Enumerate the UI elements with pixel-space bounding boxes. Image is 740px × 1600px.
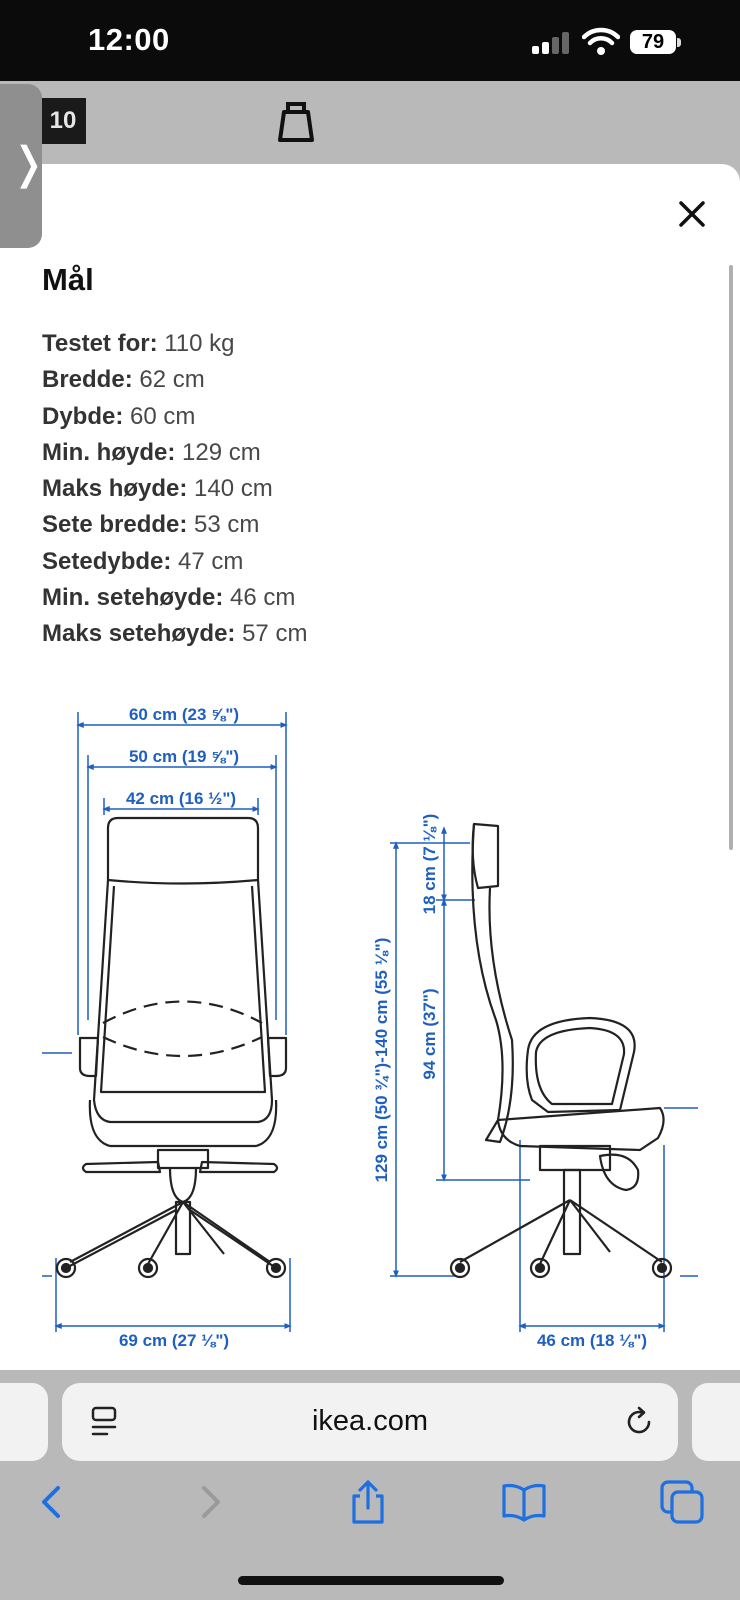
front-mid-width-label: 50 cm (19 ⅝") [128,747,240,766]
spec-label: Maks setehøyde: [42,620,236,648]
spec-value: 47 cm [178,547,244,575]
spec-row [42,403,307,439]
battery-level: 79 [630,30,676,54]
spec-value: 140 cm [194,475,273,503]
spec-value: 110 kg [164,330,235,357]
close-icon[interactable] [672,194,712,234]
front-top-width-label: 60 cm (23 ⅝") [128,705,240,724]
side-total-height-label: 129 cm (50 ¾")-140 cm (55 ⅛") [372,937,391,1183]
spec-value: 60 cm [130,402,196,430]
spec-label: Maks høyde: [42,475,188,503]
spec-label: Dybde: [42,402,124,430]
spec-value: 53 cm [194,511,260,539]
spec-value: 46 cm [230,584,296,612]
back-arrow-icon[interactable] [28,1478,76,1526]
side-back-label: 94 cm (37") [420,988,439,1080]
spec-label: Bredde: [42,366,133,394]
cellular-signal-icon [532,32,574,54]
front-inner-width-label: 42 cm (16 ½") [125,789,237,808]
spec-row [42,439,307,475]
spec-value: 62 cm [139,366,205,394]
spec-label: Testet for: [42,330,158,357]
sheet-title: Mål [42,262,94,297]
side-depth-label: 46 cm (18 ⅛") [536,1331,648,1350]
page-header [0,81,740,169]
address-bar[interactable] [62,1383,678,1461]
spec-value: 129 cm [182,438,261,466]
status-time: 12:00 [88,22,170,57]
spec-row [42,584,307,620]
next-tab-peek[interactable] [692,1383,740,1461]
spec-row [42,366,307,402]
spec-label: Min. setehøyde: [42,584,224,612]
home-indicator[interactable] [238,1576,504,1585]
spec-row [42,330,307,366]
url-text: ikea.com [311,1405,429,1437]
chair-side-view [451,824,671,1277]
spec-row [42,620,307,656]
reload-icon[interactable] [622,1405,656,1439]
spec-value: 57 cm [242,620,308,648]
forward-arrow-icon[interactable] [186,1478,234,1526]
battery-nub [677,38,681,47]
chair-front-view [57,818,286,1277]
front-base-width-label: 69 cm (27 ⅛") [118,1331,230,1350]
spec-label: Sete bredde: [42,511,188,539]
wifi-icon [582,27,620,55]
cart-count-badge[interactable]: 10 [40,98,86,144]
shopping-bag-icon[interactable] [272,98,320,146]
previous-tab-peek[interactable] [0,1383,48,1461]
share-icon[interactable] [344,1478,392,1526]
bookmarks-icon[interactable] [500,1478,548,1526]
side-headrest-label: 18 cm (7 ⅛") [420,813,439,915]
status-bar [0,0,740,81]
spec-row [42,548,307,584]
side-drawer-tab[interactable] [0,84,47,248]
spec-list [42,330,307,657]
tabs-icon[interactable] [658,1478,706,1526]
spec-label: Setedybde: [42,547,172,575]
battery-indicator [630,30,682,56]
spec-row [42,475,307,511]
spec-row [42,511,307,547]
spec-label: Min. høyde: [42,438,176,466]
chair-dimension-diagram [0,680,740,1370]
chevron-right-icon: ❭ [10,139,47,188]
